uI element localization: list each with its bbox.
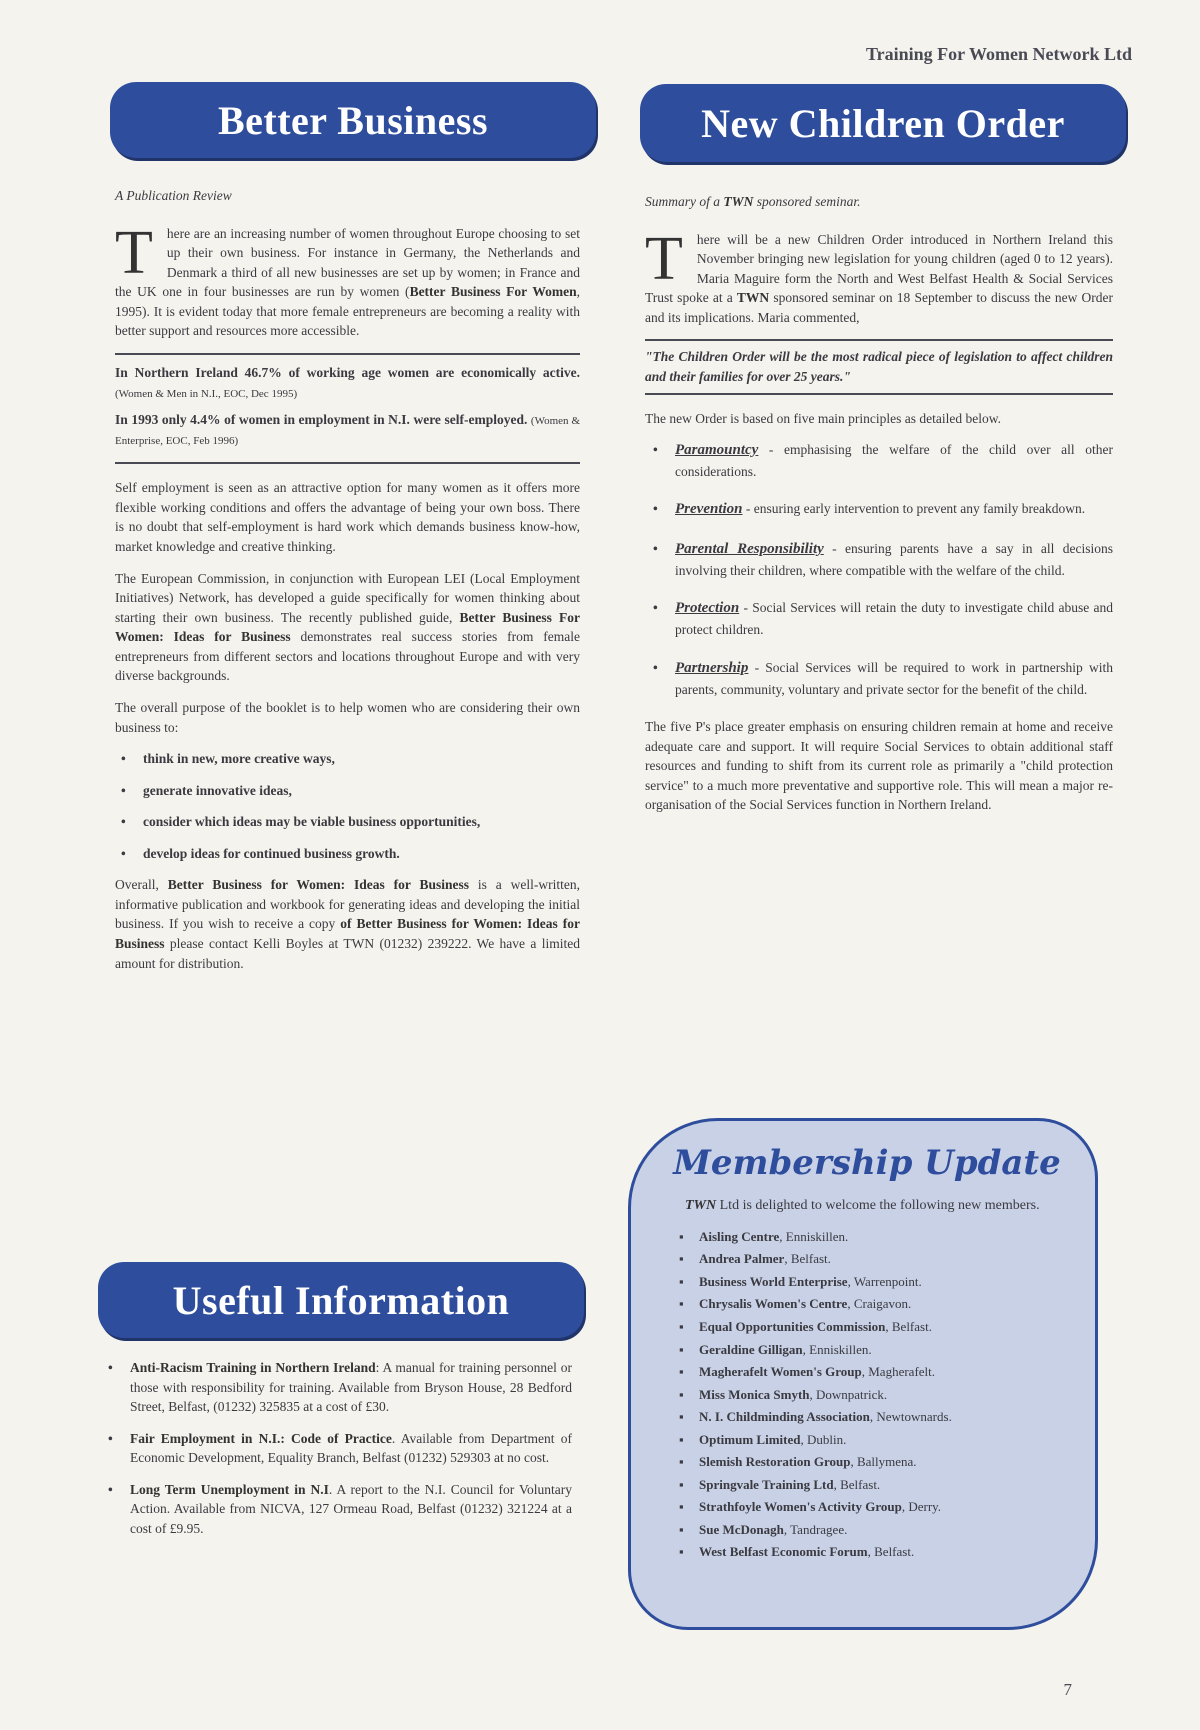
publication-ref: Better Business for Women: Ideas for Business — [167, 877, 470, 893]
member-item — [669, 1543, 1065, 1561]
list-item: • develop ideas for continued business growth. — [115, 844, 580, 864]
paragraph: The overall purpose of the booklet is to help women who are considering their own business to: — [115, 699, 580, 735]
paragraph: The five P's place greater emphasis on ensuring children remain at home and receive adequate care and support. It will require Social Services to obtain additional staff resources and funding to shift from its current role as primarily a "child protection service" to a much more preventative and supportive role. This will mean a major re-organisation of the Social Services function in Northern Ireland. — [645, 719, 1113, 813]
stat-2-text: In 1993 only 4.4% of women in employment in N.I. were self-employed. — [115, 412, 528, 428]
stat-2 — [115, 410, 580, 450]
member-place: , Belfast. — [867, 1544, 915, 1560]
text: sponsored seminar. — [753, 194, 861, 209]
better-business-intro — [115, 218, 580, 341]
intro-end: , 1995). It is evident today that more female entrepreneurs are becoming a reality with better support and resources more accessible. — [115, 284, 580, 339]
member-item — [669, 1363, 1065, 1381]
resource-list — [102, 1358, 572, 1539]
principle-item — [645, 539, 1113, 580]
member-item — [669, 1250, 1065, 1268]
dropcap: T — [645, 224, 683, 293]
member-place: , Belfast. — [784, 1251, 831, 1267]
useful-information-list — [102, 1358, 572, 1551]
member-name: N. I. Childminding Association — [699, 1409, 870, 1425]
member-name: West Belfast Economic Forum — [699, 1544, 868, 1560]
principle-term: Partnership — [675, 659, 749, 676]
children-order-title: New Children Order — [640, 84, 1126, 162]
useful-information-title: Useful Information — [98, 1262, 584, 1338]
member-name: Andrea Palmer — [699, 1251, 785, 1267]
stat-1 — [115, 363, 580, 403]
principle-item — [645, 598, 1113, 639]
stat-1-text: In Northern Ireland 46.7% of working age women are economically active. — [115, 364, 580, 380]
member-place: , Craigavon. — [847, 1296, 912, 1312]
text: Summary of a — [645, 194, 724, 209]
text: Overall, — [115, 877, 168, 893]
member-place: , Tandragee. — [783, 1521, 848, 1537]
membership-update-box — [628, 1118, 1098, 1630]
member-name: Aisling Centre — [699, 1228, 780, 1244]
stat-1-source: (Women & Men in N.I., EOC, Dec 1995) — [115, 387, 298, 400]
principle-item — [645, 499, 1113, 521]
resource-name: Anti-Racism Training in Northern Ireland — [130, 1360, 376, 1375]
text: Ltd is delighted to welcome the following new members. — [716, 1197, 1040, 1213]
member-place: , Belfast. — [885, 1318, 932, 1334]
principle-desc: - emphasising the welfare of the child over all other considerations. — [675, 442, 1113, 479]
member-item — [669, 1386, 1065, 1404]
member-item — [669, 1341, 1065, 1359]
principle-desc: - ensuring early intervention to prevent any family breakdown. — [742, 501, 1086, 517]
principle-desc: - ensuring parents have a say in all decisions involving their children, where compatible with the welfare of the child. — [675, 541, 1113, 578]
resource-name: Long Term Unemployment in N.I — [130, 1481, 329, 1497]
text: sponsored seminar on 18 September to discuss the new Order and its implications. Maria commented, — [645, 290, 1113, 325]
better-business-subtitle: A Publication Review — [115, 188, 232, 203]
principle-term: Parental Responsibility — [675, 541, 824, 558]
member-name: Geraldine Gilligan — [699, 1341, 803, 1357]
publication-ref: of Better Business for Women: Ideas for Business — [115, 916, 580, 951]
member-name: Miss Monica Smyth — [699, 1386, 810, 1402]
intro-ref: Better Business For Women — [409, 284, 577, 300]
membership-update-title: Membership Update — [673, 1143, 1061, 1183]
running-header: Training For Women Network Ltd — [865, 44, 1132, 64]
member-place: , Magherafelt. — [861, 1364, 936, 1380]
resource-desc: . A report to the N.I. Council for Voluntary Action. Available from NICVA, 127 Ormeau Road, Belfast (01232) 321224 at a cost of £9.95. — [130, 1481, 572, 1536]
resource-name: Fair Employment in N.I.: Code of Practice — [130, 1430, 392, 1446]
twn-abbr: TWN — [736, 290, 770, 306]
resource-desc: : A manual for training personnel or those with responsibility for training. Available from Bryson House, 28 Bedford Street, Belfast, (01232) 325835 at a cost of £30. — [130, 1360, 572, 1415]
list-item: • generate innovative ideas, — [115, 781, 580, 801]
member-name: Optimum Limited — [699, 1431, 801, 1447]
intro-text: here are an increasing number of women throughout Europe choosing to set up their own business. For instance in Germany, the Netherlands and Denmark a third of all new businesses are set up by women; in France and the UK one in four businesses are run by women ( — [115, 225, 580, 300]
children-order-intro — [645, 224, 1113, 328]
member-place: , Dublin. — [800, 1431, 847, 1447]
member-place: , Derry. — [901, 1499, 942, 1515]
members-list — [669, 1228, 1065, 1561]
member-name: Sue McDonagh — [699, 1521, 784, 1537]
statistics-box — [115, 353, 580, 464]
member-name: Magherafelt Women's Group — [699, 1364, 862, 1380]
list-item: • consider which ideas may be viable business opportunities, — [115, 812, 580, 832]
goals-list — [115, 749, 580, 863]
resource-desc: . Available from Department of Economic Development, Equality Branch, Belfast (01232) 529303 at no cost. — [130, 1430, 572, 1466]
text: demonstrates real success stories from female entrepreneurs from different sectors and locations throughout Europe and with very diverse backgrounds. — [115, 629, 580, 684]
twn-abbr: TWN — [723, 194, 754, 209]
publication-ref: Better Business For Women: Ideas for Business — [115, 609, 580, 645]
dropcap: T — [115, 218, 153, 287]
list-item — [102, 1429, 572, 1468]
member-place: , Enniskillen. — [779, 1228, 849, 1244]
membership-intro — [685, 1197, 1065, 1216]
member-name: Chrysalis Women's Centre — [699, 1296, 848, 1312]
stat-2-source: (Women & Enterprise, EOC, Feb 1996) — [115, 415, 580, 448]
list-item: • think in new, more creative ways, — [115, 749, 580, 769]
principle-desc: - Social Services will be required to work in partnership with parents, community, voluntary and private sector for the benefit of the child. — [675, 659, 1113, 697]
principles-list — [645, 440, 1113, 699]
list-item — [102, 1480, 572, 1539]
member-place: , Newtownards. — [869, 1409, 952, 1425]
pull-quote: "The Children Order will be the most radical piece of legislation to affect children and their families for over 25 years." — [645, 339, 1113, 394]
better-business-title: Better Business — [110, 82, 596, 158]
principle-item — [645, 440, 1113, 481]
member-item — [669, 1408, 1065, 1426]
member-item — [669, 1453, 1065, 1471]
better-business-article — [115, 186, 580, 985]
member-item — [669, 1273, 1065, 1291]
member-place: , Enniskillen. — [802, 1341, 872, 1357]
member-item — [669, 1318, 1065, 1336]
member-name: Springvale Training Ltd — [699, 1476, 834, 1492]
paragraph: The new Order is based on five main principles as detailed below. — [645, 410, 1002, 426]
member-place: , Downpatrick. — [809, 1386, 888, 1402]
text: please contact Kelli Boyles at TWN (01232) 239222. We have a limited amount for distribution. — [115, 936, 580, 971]
member-item — [669, 1498, 1065, 1516]
text: is a well-written, informative publication and workbook for generating ideas and developing the initial business. If you wish to receive a copy — [115, 877, 580, 932]
member-item — [669, 1476, 1065, 1494]
member-item — [669, 1228, 1065, 1246]
member-place: , Ballymena. — [850, 1454, 917, 1470]
principle-term: Prevention — [675, 501, 743, 518]
member-name: Strathfoyle Women's Activity Group — [699, 1499, 902, 1515]
twn-abbr: TWN — [685, 1197, 717, 1213]
text: The European Commission, in conjunction with European LEI (Local Employment Initiatives) Network, has developed a guide specifically for women thinking about starting their own business. The recently published guide, — [115, 570, 580, 625]
principle-term: Paramountcy — [675, 442, 759, 459]
paragraph: Self employment is seen as an attractive option for many women as it offers more flexible working conditions and offers the advantage of being your own boss. There is no doubt that self-employment is hard work which demands business know-how, market knowledge and creative thinking. — [115, 480, 580, 554]
member-item — [669, 1521, 1065, 1539]
member-name: Business World Enterprise — [699, 1273, 848, 1289]
member-name: Slemish Restoration Group — [699, 1454, 851, 1470]
list-item — [102, 1358, 572, 1417]
page-number: 7 — [1063, 1680, 1072, 1699]
member-item — [669, 1295, 1065, 1313]
paragraph — [115, 875, 580, 973]
member-item — [669, 1431, 1065, 1449]
children-order-subtitle — [645, 192, 1113, 212]
children-order-article — [645, 192, 1113, 827]
principle-item — [645, 658, 1113, 699]
member-name: Equal Opportunities Commission — [699, 1318, 886, 1334]
principle-term: Protection — [675, 600, 740, 617]
member-place: , Warrenpoint. — [847, 1273, 922, 1289]
text: here will be a new Children Order introduced in Northern Ireland this November bringing new legislation for young children (aged 0 to 12 years). Maria Maguire form the North and West Belfast Health & Social Services Trust spoke at a — [645, 231, 1113, 306]
member-place: , Belfast. — [833, 1476, 881, 1492]
paragraph — [115, 569, 580, 686]
principle-desc: - Social Services will retain the duty to investigate child abuse and protect children. — [675, 600, 1113, 638]
